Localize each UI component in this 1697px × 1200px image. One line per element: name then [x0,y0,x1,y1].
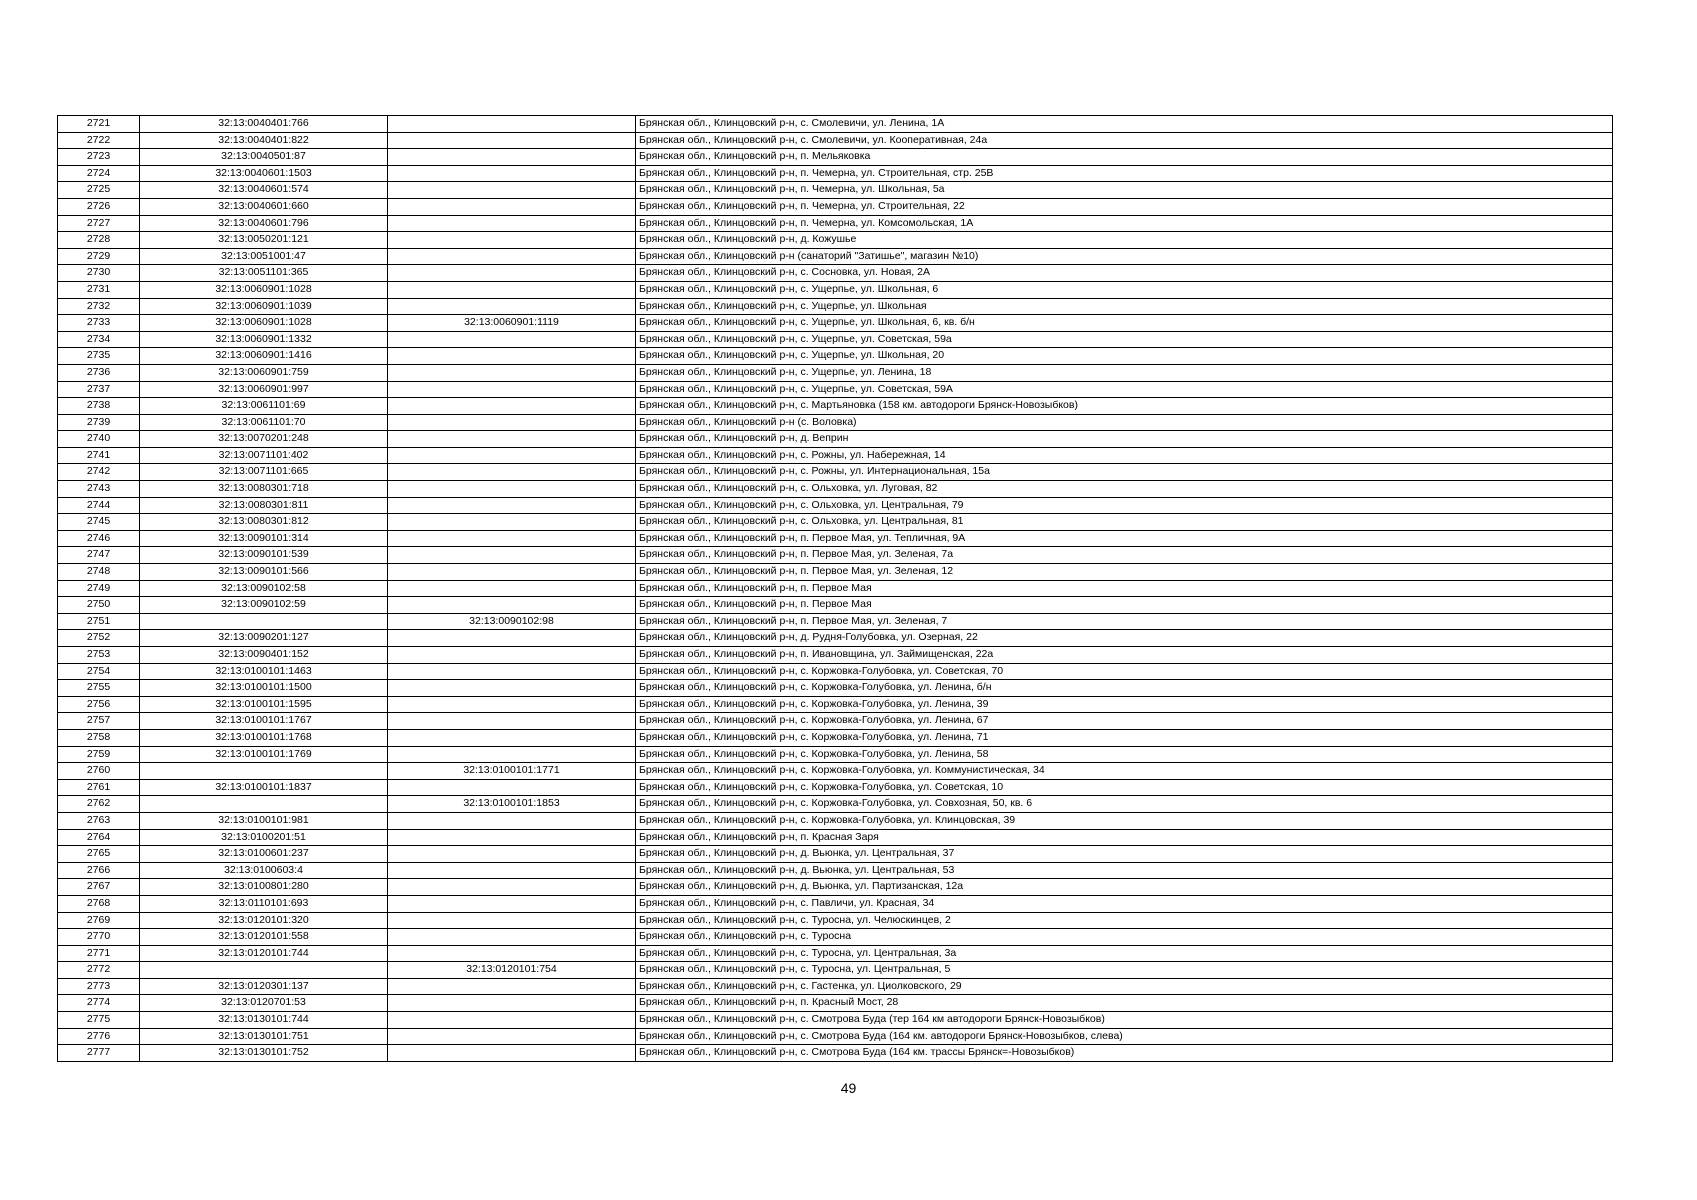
address-cell: Брянская обл., Клинцовский р-н, с. Гастенка, ул. Циолковского, 29 [636,978,1613,995]
address-cell: Брянская обл., Клинцовский р-н, с. Коржовка-Голубовка, ул. Коммунистическая, 34 [636,763,1613,780]
parent-cadastral-number-cell [388,497,636,514]
parent-cadastral-number-cell: 32:13:0100101:1771 [388,763,636,780]
row-number-cell: 2760 [58,763,140,780]
cadastral-number-cell: 32:13:0060901:997 [140,381,388,398]
row-number-cell: 2766 [58,862,140,879]
address-cell: Брянская обл., Клинцовский р-н, с. Мартьяновка (158 км. автодороги Брянск-Новозыбков) [636,398,1613,415]
row-number-cell: 2724 [58,165,140,182]
address-cell: Брянская обл., Клинцовский р-н, с. Коржовка-Голубовка, ул. Ленина, 39 [636,696,1613,713]
cadastral-number-cell: 32:13:0100603:4 [140,862,388,879]
parent-cadastral-number-cell [388,414,636,431]
row-number-cell: 2755 [58,680,140,697]
table-row [58,547,1613,564]
address-cell: Брянская обл., Клинцовский р-н, с. Павличи, ул. Красная, 34 [636,895,1613,912]
address-cell: Брянская обл., Клинцовский р-н, с. Коржовка-Голубовка, ул. Клинцовская, 39 [636,812,1613,829]
parent-cadastral-number-cell [388,182,636,199]
parent-cadastral-number-cell [388,945,636,962]
cadastral-number-cell [140,962,388,979]
cadastral-number-cell: 32:13:0040601:1503 [140,165,388,182]
address-cell: Брянская обл., Клинцовский р-н, с. Смотрова Буда (тер 164 км автодороги Брянск-Новозыбков) [636,1012,1613,1029]
parent-cadastral-number-cell [388,995,636,1012]
cadastral-number-cell: 32:13:0040601:660 [140,198,388,215]
row-number-cell: 2765 [58,846,140,863]
address-cell: Брянская обл., Клинцовский р-н, с. Рожны, ул. Интернациональная, 15а [636,464,1613,481]
row-number-cell: 2762 [58,796,140,813]
parent-cadastral-number-cell [388,331,636,348]
table-row [58,796,1613,813]
row-number-cell: 2728 [58,232,140,249]
address-cell: Брянская обл., Клинцовский р-н, с. Туросна, ул. Челюскинцев, 2 [636,912,1613,929]
cadastral-number-cell: 32:13:0120701:53 [140,995,388,1012]
row-number-cell: 2773 [58,978,140,995]
parent-cadastral-number-cell [388,978,636,995]
cadastral-number-cell: 32:13:0060901:1416 [140,348,388,365]
cadastral-number-cell: 32:13:0040601:574 [140,182,388,199]
parent-cadastral-number-cell [388,248,636,265]
cadastral-number-cell: 32:13:0090102:59 [140,597,388,614]
table-row [58,763,1613,780]
address-cell: Брянская обл., Клинцовский р-н, п. Мельяковка [636,149,1613,166]
parent-cadastral-number-cell [388,597,636,614]
table-row [58,265,1613,282]
row-number-cell: 2770 [58,929,140,946]
cadastral-number-cell: 32:13:0080301:812 [140,514,388,531]
row-number-cell: 2746 [58,530,140,547]
address-cell: Брянская обл., Клинцовский р-н, с. Коржовка-Голубовка, ул. Советская, 10 [636,779,1613,796]
parent-cadastral-number-cell [388,862,636,879]
cadastral-number-cell: 32:13:0100801:280 [140,879,388,896]
row-number-cell: 2754 [58,663,140,680]
parent-cadastral-number-cell [388,149,636,166]
table-row [58,481,1613,498]
parent-cadastral-number-cell [388,746,636,763]
row-number-cell: 2776 [58,1028,140,1045]
address-cell: Брянская обл., Клинцовский р-н, с. Ущерпье, ул. Школьная [636,298,1613,315]
parent-cadastral-number-cell: 32:13:0120101:754 [388,962,636,979]
address-cell: Брянская обл., Клинцовский р-н (санаторий "Затишье", магазин №10) [636,248,1613,265]
cadastral-number-cell: 32:13:0120101:320 [140,912,388,929]
cadastral-number-cell: 32:13:0051001:47 [140,248,388,265]
cadastral-number-cell: 32:13:0090401:152 [140,647,388,664]
address-cell: Брянская обл., Клинцовский р-н, п. Ивановщина, ул. Займищенская, 22а [636,647,1613,664]
table-row [58,497,1613,514]
table-row [58,530,1613,547]
table-row [58,613,1613,630]
parent-cadastral-number-cell [388,663,636,680]
cadastral-number-cell: 32:13:0100101:1500 [140,680,388,697]
parent-cadastral-number-cell [388,1012,636,1029]
row-number-cell: 2758 [58,729,140,746]
row-number-cell: 2767 [58,879,140,896]
row-number-cell: 2738 [58,398,140,415]
row-number-cell: 2743 [58,481,140,498]
parent-cadastral-number-cell [388,116,636,133]
address-cell: Брянская обл., Клинцовский р-н, с. Коржовка-Голубовка, ул. Ленина, 58 [636,746,1613,763]
table-row [58,132,1613,149]
address-cell: Брянская обл., Клинцовский р-н, д. Веприн [636,431,1613,448]
parent-cadastral-number-cell [388,929,636,946]
table-row [58,414,1613,431]
row-number-cell: 2763 [58,812,140,829]
parent-cadastral-number-cell [388,630,636,647]
row-number-cell: 2764 [58,829,140,846]
address-cell: Брянская обл., Клинцовский р-н, с. Туросна, ул. Центральная, 5 [636,962,1613,979]
address-cell: Брянская обл., Клинцовский р-н, с. Коржовка-Голубовка, ул. Ленина, б/н [636,680,1613,697]
table-row [58,663,1613,680]
cadastral-number-cell: 32:13:0040401:822 [140,132,388,149]
parent-cadastral-number-cell [388,547,636,564]
cadastral-number-cell: 32:13:0130101:744 [140,1012,388,1029]
address-cell: Брянская обл., Клинцовский р-н, п. Первое Мая [636,580,1613,597]
address-cell: Брянская обл., Клинцовский р-н, с. Смолевичи, ул. Ленина, 1А [636,116,1613,133]
table-row [58,348,1613,365]
table-row [58,364,1613,381]
address-cell: Брянская обл., Клинцовский р-н, с. Ущерпье, ул. Школьная, 6, кв. б/н [636,315,1613,332]
parent-cadastral-number-cell [388,879,636,896]
table-row [58,812,1613,829]
cadastral-number-cell: 32:13:0051101:365 [140,265,388,282]
address-cell: Брянская обл., Клинцовский р-н, с. Коржовка-Голубовка, ул. Совхозная, 50, кв. 6 [636,796,1613,813]
row-number-cell: 2721 [58,116,140,133]
table-row [58,746,1613,763]
cadastral-number-cell: 32:13:0090101:539 [140,547,388,564]
row-number-cell: 2730 [58,265,140,282]
cadastral-number-cell: 32:13:0130101:751 [140,1028,388,1045]
address-cell: Брянская обл., Клинцовский р-н, с. Ольховка, ул. Центральная, 81 [636,514,1613,531]
parent-cadastral-number-cell: 32:13:0100101:1853 [388,796,636,813]
row-number-cell: 2761 [58,779,140,796]
parent-cadastral-number-cell [388,680,636,697]
cadastral-number-cell [140,613,388,630]
address-cell: Брянская обл., Клинцовский р-н, п. Первое Мая, ул. Зеленая, 12 [636,564,1613,581]
cadastral-number-cell: 32:13:0100101:981 [140,812,388,829]
parent-cadastral-number-cell [388,1045,636,1062]
table-row [58,1045,1613,1062]
cadastral-number-cell: 32:13:0100101:1837 [140,779,388,796]
row-number-cell: 2747 [58,547,140,564]
table-row [58,398,1613,415]
address-cell: Брянская обл., Клинцовский р-н, с. Коржовка-Голубовка, ул. Ленина, 67 [636,713,1613,730]
cadastral-number-cell: 32:13:0060901:1039 [140,298,388,315]
row-number-cell: 2740 [58,431,140,448]
parent-cadastral-number-cell [388,812,636,829]
address-cell: Брянская обл., Клинцовский р-н, с. Сосновка, ул. Новая, 2А [636,265,1613,282]
cadastral-number-cell: 32:13:0040401:766 [140,116,388,133]
row-number-cell: 2742 [58,464,140,481]
cadastral-number-cell: 32:13:0061101:70 [140,414,388,431]
table-row [58,713,1613,730]
table-row [58,879,1613,896]
row-number-cell: 2772 [58,962,140,979]
table-row [58,464,1613,481]
table-row [58,1028,1613,1045]
table-row [58,564,1613,581]
row-number-cell: 2774 [58,995,140,1012]
cadastral-number-cell [140,763,388,780]
row-number-cell: 2723 [58,149,140,166]
row-number-cell: 2768 [58,895,140,912]
table-row [58,929,1613,946]
cadastral-number-cell: 32:13:0070201:248 [140,431,388,448]
parent-cadastral-number-cell [388,464,636,481]
row-number-cell: 2734 [58,331,140,348]
address-cell: Брянская обл., Клинцовский р-н, с. Ущерпье, ул. Школьная, 20 [636,348,1613,365]
address-cell: Брянская обл., Клинцовский р-н (с. Воловка) [636,414,1613,431]
cadastral-number-cell: 32:13:0090101:566 [140,564,388,581]
address-cell: Брянская обл., Клинцовский р-н, п. Чемерна, ул. Строительная, 22 [636,198,1613,215]
parent-cadastral-number-cell [388,132,636,149]
address-cell: Брянская обл., Клинцовский р-н, с. Ущерпье, ул. Ленина, 18 [636,364,1613,381]
table-row [58,215,1613,232]
table-row [58,862,1613,879]
address-cell: Брянская обл., Клинцовский р-н, п. Первое Мая, ул. Тепличная, 9А [636,530,1613,547]
row-number-cell: 2748 [58,564,140,581]
row-number-cell: 2757 [58,713,140,730]
table-row [58,298,1613,315]
row-number-cell: 2737 [58,381,140,398]
table-row [58,829,1613,846]
address-cell: Брянская обл., Клинцовский р-н, с. Ольховка, ул. Центральная, 79 [636,497,1613,514]
parent-cadastral-number-cell [388,829,636,846]
table-row [58,846,1613,863]
row-number-cell: 2745 [58,514,140,531]
row-number-cell: 2750 [58,597,140,614]
row-number-cell: 2727 [58,215,140,232]
row-number-cell: 2771 [58,945,140,962]
table-row [58,447,1613,464]
address-cell: Брянская обл., Клинцовский р-н, с. Ущерпье, ул. Советская, 59а [636,331,1613,348]
cadastral-number-cell: 32:13:0100601:237 [140,846,388,863]
address-cell: Брянская обл., Клинцовский р-н, с. Ущерпье, ул. Школьная, 6 [636,281,1613,298]
row-number-cell: 2739 [58,414,140,431]
address-cell: Брянская обл., Клинцовский р-н, п. Чемерна, ул. Школьная, 5а [636,182,1613,199]
table-row [58,198,1613,215]
cadastral-number-cell: 32:13:0120101:558 [140,929,388,946]
parent-cadastral-number-cell [388,215,636,232]
cadastral-number-cell: 32:13:0080301:811 [140,497,388,514]
cadastral-number-cell: 32:13:0060901:1028 [140,315,388,332]
cadastral-number-cell: 32:13:0060901:1028 [140,281,388,298]
cadastral-number-cell: 32:13:0040601:796 [140,215,388,232]
address-cell: Брянская обл., Клинцовский р-н, п. Первое Мая [636,597,1613,614]
cadastral-number-cell: 32:13:0120101:744 [140,945,388,962]
table-row [58,116,1613,133]
address-cell: Брянская обл., Клинцовский р-н, д. Вьюнка, ул. Центральная, 37 [636,846,1613,863]
table-row [58,165,1613,182]
address-cell: Брянская обл., Клинцовский р-н, с. Смотрова Буда (164 км. автодороги Брянск-Новозыбков, слева) [636,1028,1613,1045]
row-number-cell: 2725 [58,182,140,199]
table-row [58,680,1613,697]
table-row [58,281,1613,298]
row-number-cell: 2751 [58,613,140,630]
row-number-cell: 2722 [58,132,140,149]
row-number-cell: 2775 [58,1012,140,1029]
row-number-cell: 2749 [58,580,140,597]
parent-cadastral-number-cell [388,713,636,730]
parent-cadastral-number-cell [388,895,636,912]
cadastral-number-cell: 32:13:0100101:1769 [140,746,388,763]
cadastral-number-cell: 32:13:0100101:1595 [140,696,388,713]
parent-cadastral-number-cell [388,514,636,531]
parent-cadastral-number-cell [388,364,636,381]
cadastral-number-cell: 32:13:0120301:137 [140,978,388,995]
parent-cadastral-number-cell [388,232,636,249]
parent-cadastral-number-cell [388,1028,636,1045]
row-number-cell: 2756 [58,696,140,713]
cadastral-number-cell: 32:13:0100101:1768 [140,729,388,746]
cadastral-number-cell: 32:13:0130101:752 [140,1045,388,1062]
row-number-cell: 2735 [58,348,140,365]
address-cell: Брянская обл., Клинцовский р-н, п. Красный Мост, 28 [636,995,1613,1012]
table-row [58,381,1613,398]
cadastral-number-cell: 32:13:0061101:69 [140,398,388,415]
parent-cadastral-number-cell [388,398,636,415]
row-number-cell: 2731 [58,281,140,298]
address-cell: Брянская обл., Клинцовский р-н, д. Рудня-Голубовка, ул. Озерная, 22 [636,630,1613,647]
cadastral-number-cell: 32:13:0090102:58 [140,580,388,597]
parent-cadastral-number-cell [388,530,636,547]
table-row [58,729,1613,746]
cadastral-number-cell [140,796,388,813]
table-row [58,182,1613,199]
parent-cadastral-number-cell [388,165,636,182]
address-cell: Брянская обл., Клинцовский р-н, п. Первое Мая, ул. Зеленая, 7а [636,547,1613,564]
table-row [58,978,1613,995]
parent-cadastral-number-cell [388,381,636,398]
table-row [58,315,1613,332]
table-row [58,232,1613,249]
address-cell: Брянская обл., Клинцовский р-н, п. Чемерна, ул. Комсомольская, 1А [636,215,1613,232]
table-row [58,149,1613,166]
page-number: 49 [840,1080,857,1096]
address-cell: Брянская обл., Клинцовский р-н, д. Кожушье [636,232,1613,249]
registry-table [57,115,1613,1062]
parent-cadastral-number-cell [388,647,636,664]
address-cell: Брянская обл., Клинцовский р-н, п. Чемерна, ул. Строительная, стр. 25В [636,165,1613,182]
cadastral-number-cell: 32:13:0100101:1463 [140,663,388,680]
table-row [58,331,1613,348]
table-row [58,630,1613,647]
address-cell: Брянская обл., Клинцовский р-н, с. Ущерпье, ул. Советская, 59А [636,381,1613,398]
row-number-cell: 2759 [58,746,140,763]
cadastral-number-cell: 32:13:0090101:314 [140,530,388,547]
cadastral-number-cell: 32:13:0080301:718 [140,481,388,498]
table-row [58,895,1613,912]
address-cell: Брянская обл., Клинцовский р-н, п. Красная Заря [636,829,1613,846]
table-row [58,962,1613,979]
cadastral-number-cell: 32:13:0040501:87 [140,149,388,166]
parent-cadastral-number-cell [388,348,636,365]
address-cell: Брянская обл., Клинцовский р-н, с. Коржовка-Голубовка, ул. Ленина, 71 [636,729,1613,746]
row-number-cell: 2736 [58,364,140,381]
table-row [58,580,1613,597]
address-cell: Брянская обл., Клинцовский р-н, с. Коржовка-Голубовка, ул. Советская, 70 [636,663,1613,680]
address-cell: Брянская обл., Клинцовский р-н, с. Рожны, ул. Набережная, 14 [636,447,1613,464]
cadastral-number-cell: 32:13:0071101:402 [140,447,388,464]
parent-cadastral-number-cell [388,580,636,597]
row-number-cell: 2777 [58,1045,140,1062]
table-row [58,647,1613,664]
parent-cadastral-number-cell: 32:13:0060901:1119 [388,315,636,332]
address-cell: Брянская обл., Клинцовский р-н, с. Смолевичи, ул. Кооперативная, 24а [636,132,1613,149]
row-number-cell: 2741 [58,447,140,464]
parent-cadastral-number-cell [388,447,636,464]
address-cell: Брянская обл., Клинцовский р-н, д. Вьюнка, ул. Центральная, 53 [636,862,1613,879]
cadastral-number-cell: 32:13:0050201:121 [140,232,388,249]
parent-cadastral-number-cell [388,729,636,746]
cadastral-number-cell: 32:13:0060901:1332 [140,331,388,348]
parent-cadastral-number-cell [388,564,636,581]
row-number-cell: 2726 [58,198,140,215]
parent-cadastral-number-cell [388,198,636,215]
parent-cadastral-number-cell [388,281,636,298]
cadastral-number-cell: 32:13:0110101:693 [140,895,388,912]
address-cell: Брянская обл., Клинцовский р-н, с. Ольховка, ул. Луговая, 82 [636,481,1613,498]
address-cell: Брянская обл., Клинцовский р-н, п. Первое Мая, ул. Зеленая, 7 [636,613,1613,630]
parent-cadastral-number-cell [388,846,636,863]
row-number-cell: 2744 [58,497,140,514]
cadastral-number-cell: 32:13:0071101:665 [140,464,388,481]
row-number-cell: 2753 [58,647,140,664]
table-row [58,514,1613,531]
table-row [58,779,1613,796]
parent-cadastral-number-cell [388,779,636,796]
parent-cadastral-number-cell [388,431,636,448]
table-row [58,431,1613,448]
address-cell: Брянская обл., Клинцовский р-н, д. Вьюнка, ул. Партизанская, 12а [636,879,1613,896]
cadastral-number-cell: 32:13:0090201:127 [140,630,388,647]
table-row [58,597,1613,614]
cadastral-number-cell: 32:13:0100101:1767 [140,713,388,730]
cadastral-number-cell: 32:13:0060901:759 [140,364,388,381]
registry-table-body [58,116,1613,1062]
parent-cadastral-number-cell [388,912,636,929]
parent-cadastral-number-cell [388,481,636,498]
table-row [58,1012,1613,1029]
address-cell: Брянская обл., Клинцовский р-н, с. Туросна, ул. Центральная, 3а [636,945,1613,962]
row-number-cell: 2732 [58,298,140,315]
table-row [58,248,1613,265]
table-row [58,912,1613,929]
row-number-cell: 2752 [58,630,140,647]
table-row [58,945,1613,962]
parent-cadastral-number-cell [388,298,636,315]
cadastral-number-cell: 32:13:0100201:51 [140,829,388,846]
row-number-cell: 2729 [58,248,140,265]
table-row [58,995,1613,1012]
row-number-cell: 2769 [58,912,140,929]
parent-cadastral-number-cell [388,265,636,282]
address-cell: Брянская обл., Клинцовский р-н, с. Туросна [636,929,1613,946]
table-row [58,696,1613,713]
row-number-cell: 2733 [58,315,140,332]
parent-cadastral-number-cell [388,696,636,713]
parent-cadastral-number-cell: 32:13:0090102:98 [388,613,636,630]
address-cell: Брянская обл., Клинцовский р-н, с. Смотрова Буда (164 км. трассы Брянск=-Новозыбков) [636,1045,1613,1062]
